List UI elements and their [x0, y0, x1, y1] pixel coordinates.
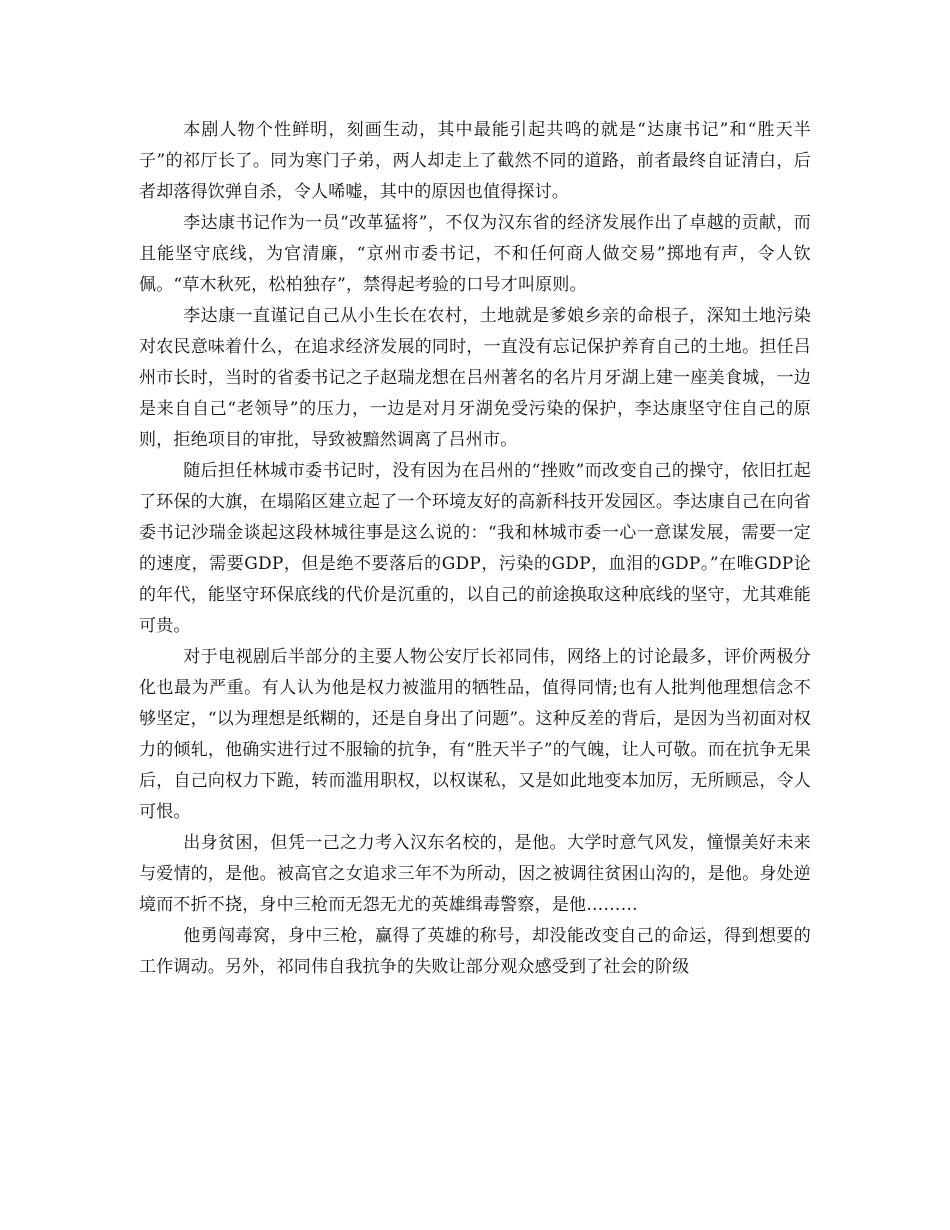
- paragraph-1: 本剧人物个性鲜明，刻画生动，其中最能引起共鸣的就是“达康书记”和“胜天半子”的祁厅长了。同为寒门子弟，两人却走上了截然不同的道路，前者最终自证清白，后者却落得饮弹自杀，令人唏嘘，其中的原因也值得探讨。: [139, 120, 811, 202]
- paragraph-2: 李达康书记作为一员“改革猛将”，不仅为汉东省的经济发展作出了卓越的贡献，而且能坚守底线，为官清廉，“京州市委书记，不和任何商人做交易”掷地有声，令人钦佩。“草木秋死，松柏独存”，禁得起考验的口号才叫原则。: [139, 213, 811, 295]
- paragraph-5: 对于电视剧后半部分的主要人物公安厅长祁同伟，网络上的讨论最多，评价两极分化也最为严重。有人认为他是权力被滥用的牺牲品，值得同情;也有人批判他理想信念不够坚定，“以为理想是纸糊的，还是自身出了问题”。这种反差的背后，是因为当初面对权力的倾轧，他确实进行过不服输的抗争，有“胜天半子”的气魄，让人可敬。而在抗争无果后，自己向权力下跪，转而滥用职权，以权谋私，又是如此地变本加厉，无所顾忌，令人可恨。: [139, 647, 811, 822]
- paragraph-4: 随后担任林城市委书记时，没有因为在吕州的“挫败”而改变自己的操守，依旧扛起了环保的大旗，在塌陷区建立起了一个环境友好的高新科技开发园区。李达康自己在向省委书记沙瑞金谈起这段林城往事是这么说的：“我和林城市委一心一意谋发展，需要一定的速度，需要GDP，但是绝不要落后的GDP，污染的GDP，血泪的GDP。”在唯GDP论的年代，能坚守环保底线的代价是沉重的，以自己的前途换取这种底线的坚守，尤其难能可贵。: [139, 461, 811, 636]
- document-body: [139, 115, 811, 983]
- paragraph-6: 出身贫困，但凭一己之力考入汉东名校的，是他。大学时意气风发，憧憬美好未来与爱情的，是他。被高官之女追求三年不为所动，因之被调往贫困山沟的，是他。身处逆境而不折不挠，身中三枪而无怨无尤的英雄缉毒警察，是他………: [139, 833, 811, 915]
- paragraph-3: 李达康一直谨记自己从小生长在农村，土地就是爹娘乡亲的命根子，深知土地污染对农民意味着什么，在追求经济发展的同时，一直没有忘记保护养育自己的土地。担任吕州市长时，当时的省委书记之子赵瑞龙想在吕州著名的名片月牙湖上建一座美食城，一边是来自自己“老领导”的压力，一边是对月牙湖免受污染的保护，李达康坚守住自己的原则，拒绝项目的审批，导致被黯然调离了吕州市。: [139, 306, 811, 450]
- paragraph-7: 他勇闯毒窝，身中三枪，赢得了英雄的称号，却没能改变自己的命运，得到想要的工作调动。另外，祁同伟自我抗争的失败让部分观众感受到了社会的阶级: [139, 926, 811, 977]
